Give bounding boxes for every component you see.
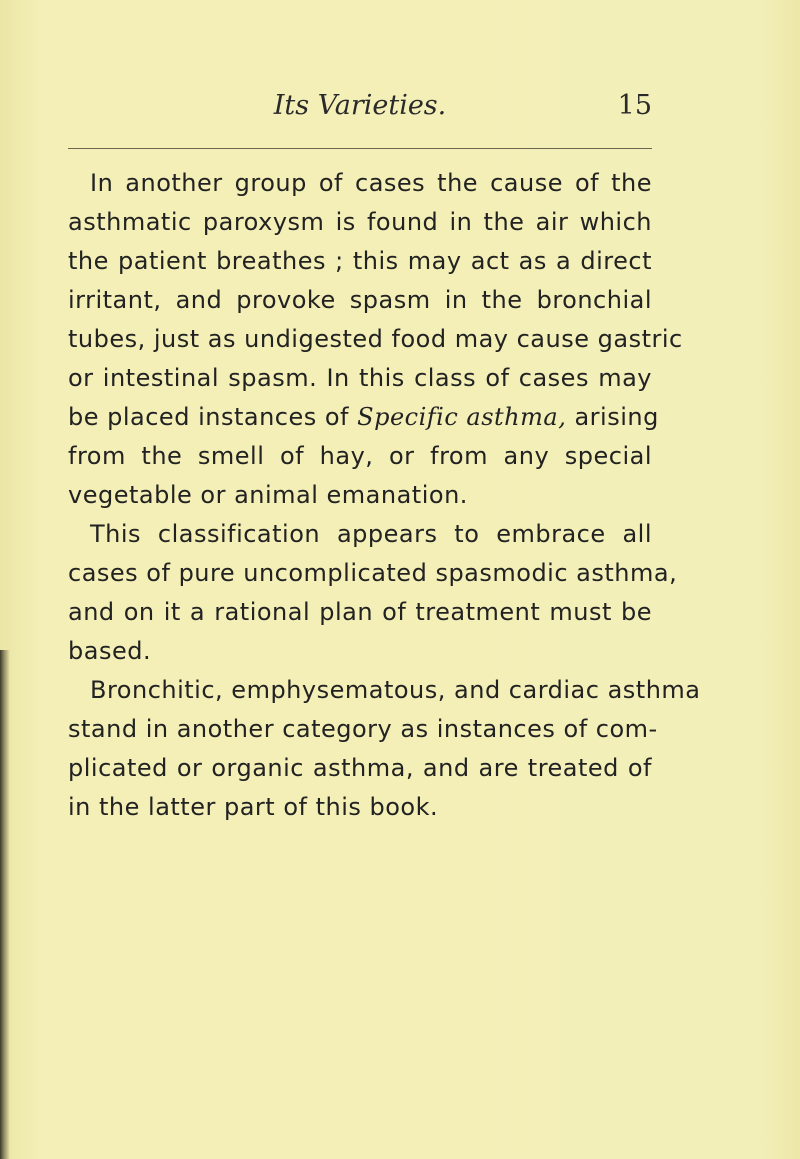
text-line-with-emphasis [68, 398, 659, 437]
header-rule [68, 148, 652, 149]
text-line: This classification appears to embrace all [90, 520, 652, 548]
text-line: plicated or organic asthma, and are treated of [68, 754, 652, 782]
page-number: 15 [617, 90, 652, 121]
text-line: vegetable or animal emanation. [68, 481, 468, 509]
text-line: based. [68, 637, 152, 665]
running-title: Its Varieties. [273, 90, 447, 121]
text-line: and on it a rational plan of treatment must be [68, 598, 652, 626]
text-line: Bronchitic, emphysematous, and cardiac asthma [90, 676, 701, 704]
text-line: irritant, and provoke spasm in the bronchial [68, 286, 652, 314]
page-header [68, 88, 652, 132]
text-line: cases of pure uncomplicated spasmodic asthma, [68, 559, 678, 587]
text-line: in the latter part of this book. [68, 793, 439, 821]
text-line: tubes, just as undigested food may cause gastric [68, 325, 683, 353]
text-line: In another group of cases the cause of the [90, 169, 652, 197]
italic-term: Specific asthma, [357, 403, 567, 431]
binding-shadow [0, 650, 10, 1159]
text-line: the patient breathes ; this may act as a direct [68, 247, 652, 275]
body-text [68, 164, 701, 827]
text-line: from the smell of hay, or from any special [68, 442, 652, 470]
text-line: or intestinal spasm. In this class of cases may [68, 364, 652, 392]
line-segment: arising [566, 403, 659, 431]
line-segment: be placed instances of [68, 403, 358, 431]
text-line: stand in another category as instances of com- [68, 715, 658, 743]
text-line: asthmatic paroxysm is found in the air which [68, 208, 652, 236]
